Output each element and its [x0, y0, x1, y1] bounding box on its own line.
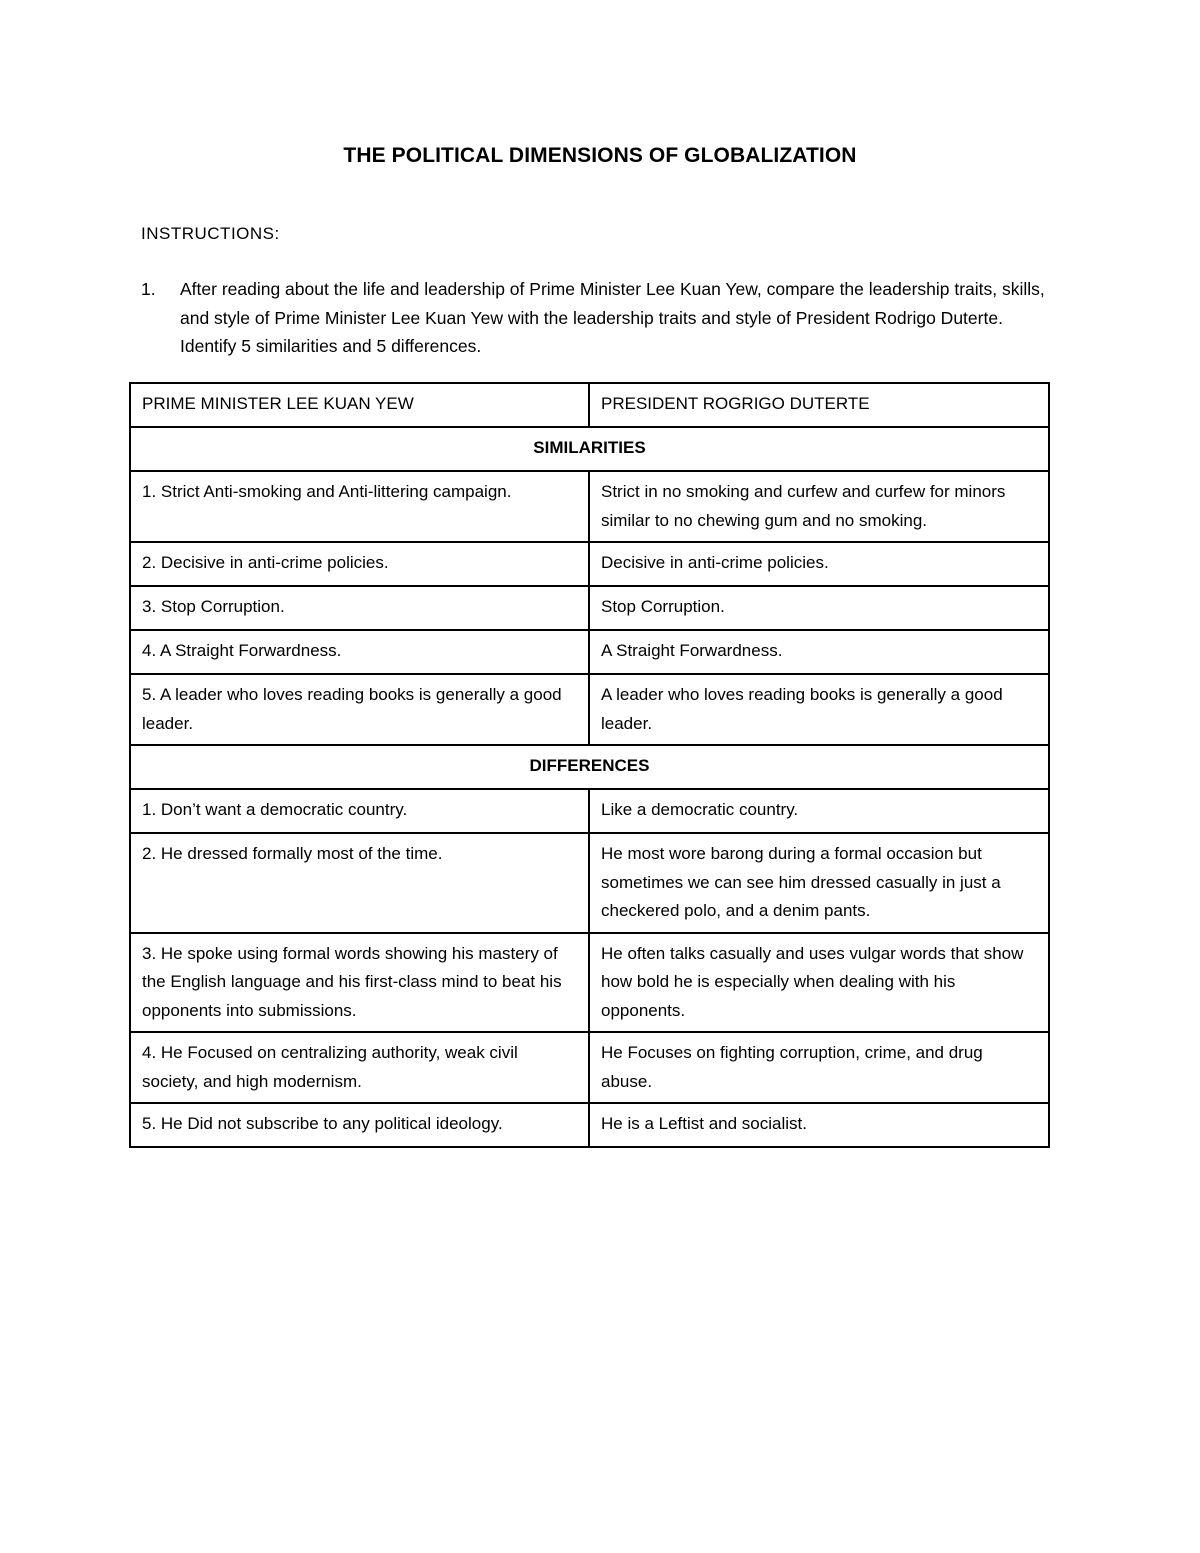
- difference-duterte-cell: He Focuses on fighting corruption, crime, and drug abuse.: [589, 1032, 1049, 1103]
- difference-duterte-cell: He is a Leftist and socialist.: [589, 1103, 1049, 1147]
- table-header-row: [130, 383, 1049, 427]
- difference-lee-cell: 5. He Did not subscribe to any political ideology.: [130, 1103, 589, 1147]
- difference-lee-cell: 4. He Focused on centralizing authority, weak civil society, and high modernism.: [130, 1032, 589, 1103]
- similarity-duterte-cell: Stop Corruption.: [589, 586, 1049, 630]
- similarity-lee-cell: 2. Decisive in anti-crime policies.: [130, 542, 589, 586]
- table-row: [130, 1103, 1049, 1147]
- table-row: [130, 674, 1049, 745]
- table-row: [130, 542, 1049, 586]
- table-row: [130, 1032, 1049, 1103]
- section-label-similarities: SIMILARITIES: [130, 427, 1049, 471]
- difference-lee-cell: 1. Don’t want a democratic country.: [130, 789, 589, 833]
- instruction-text: After reading about the life and leadership of Prime Minister Lee Kuan Yew, compare the leadership traits, skills, and style of Prime Minister Lee Kuan Yew with the leadership traits and style of President Rodrigo Duterte. Identify 5 similarities and 5 differences.: [180, 279, 1045, 356]
- similarity-lee-cell: 4. A Straight Forwardness.: [130, 630, 589, 674]
- table-row: [130, 630, 1049, 674]
- similarity-lee-cell: 1. Strict Anti-smoking and Anti-littering campaign.: [130, 471, 589, 542]
- instruction-item: [141, 275, 1061, 361]
- header-cell-lee-kuan-yew: PRIME MINISTER LEE KUAN YEW: [130, 383, 589, 427]
- instructions-heading: INSTRUCTIONS:: [141, 224, 280, 243]
- table-row: [130, 933, 1049, 1033]
- difference-duterte-cell: Like a democratic country.: [589, 789, 1049, 833]
- header-cell-duterte: PRESIDENT ROGRIGO DUTERTE: [589, 383, 1049, 427]
- section-row-differences: [130, 745, 1049, 789]
- difference-lee-cell: 2. He dressed formally most of the time.: [130, 833, 589, 933]
- difference-lee-cell: 3. He spoke using formal words showing his mastery of the English language and his first-class mind to beat his opponents into submissions.: [130, 933, 589, 1033]
- table-row: [130, 789, 1049, 833]
- similarity-lee-cell: 3. Stop Corruption.: [130, 586, 589, 630]
- similarity-duterte-cell: A leader who loves reading books is generally a good leader.: [589, 674, 1049, 745]
- similarity-lee-cell: 5. A leader who loves reading books is generally a good leader.: [130, 674, 589, 745]
- section-row-similarities: [130, 427, 1049, 471]
- document-title: THE POLITICAL DIMENSIONS OF GLOBALIZATION: [343, 144, 857, 167]
- instruction-number: 1.: [141, 279, 156, 299]
- table-row: [130, 586, 1049, 630]
- difference-duterte-cell: He often talks casually and uses vulgar words that show how bold he is especially when dealing with his opponents.: [589, 933, 1049, 1033]
- similarity-duterte-cell: A Straight Forwardness.: [589, 630, 1049, 674]
- table-row: [130, 471, 1049, 542]
- similarity-duterte-cell: Decisive in anti-crime policies.: [589, 542, 1049, 586]
- similarity-duterte-cell: Strict in no smoking and curfew and curfew for minors similar to no chewing gum and no smoking.: [589, 471, 1049, 542]
- comparison-table: [129, 382, 1050, 1148]
- difference-duterte-cell: He most wore barong during a formal occasion but sometimes we can see him dressed casually in just a checkered polo, and a denim pants.: [589, 833, 1049, 933]
- section-label-differences: DIFFERENCES: [130, 745, 1049, 789]
- table-row: [130, 833, 1049, 933]
